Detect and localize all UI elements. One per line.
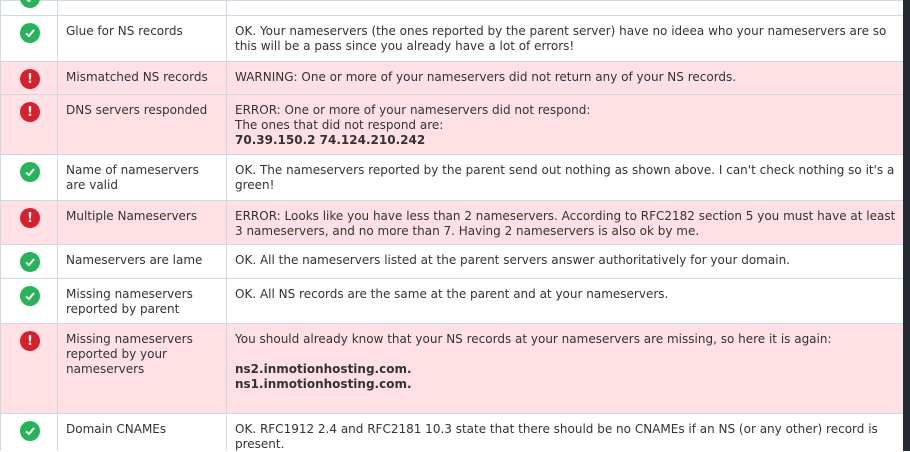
exclamation-icon: ! [20, 69, 40, 89]
table-row [1, 0, 904, 15]
check-icon [20, 0, 40, 8]
test-name [58, 1, 227, 15]
table-row [1, 413, 904, 451]
test-name: Mismatched NS records [58, 62, 227, 94]
status-cell [1, 16, 58, 61]
table-row [1, 61, 904, 94]
test-name: Multiple Nameservers [58, 201, 227, 244]
spacer [235, 347, 896, 362]
check-icon [20, 286, 40, 306]
check-icon [20, 252, 40, 272]
check-icon [20, 421, 40, 441]
check-icon [20, 162, 40, 182]
table-row [1, 94, 904, 154]
test-info [227, 155, 904, 200]
info-line: You should already know that your NS records at your nameservers are missing, so here it is again: [235, 332, 832, 346]
status-cell [1, 201, 58, 244]
info-line: The ones that did not respond are: [235, 118, 444, 132]
exclamation-icon: ! [20, 208, 40, 228]
test-name: DNS servers responded [58, 95, 227, 154]
test-name: Domain CNAMEs [58, 414, 227, 451]
test-info [227, 324, 904, 413]
status-cell [1, 62, 58, 94]
info-line: OK. Your nameservers (the ones reported by the parent server) have no ideea who your nameservers are so this will be a pass since you already have a lot of errors! [235, 24, 887, 53]
info-line: ERROR: Looks like you have less than 2 nameservers. According to RFC2182 section 5 you must have at least 3 nameservers, and no more than 7. Having 2 nameservers is also ok by me. [235, 209, 896, 238]
unresponsive-ips: 70.39.150.2 74.124.210.242 [235, 133, 426, 147]
info-line: WARNING: One or more of your nameservers did not return any of your NS records. [235, 70, 737, 84]
test-info [227, 16, 904, 61]
status-cell [1, 414, 58, 451]
info-line: OK. All NS records are the same at the parent and at your nameservers. [235, 287, 669, 301]
test-info [227, 279, 904, 323]
test-info [227, 62, 904, 94]
test-name: Nameservers are lame [58, 245, 227, 278]
window-edge [903, 0, 910, 451]
exclamation-icon: ! [20, 331, 40, 351]
table-row [1, 278, 904, 323]
status-cell [1, 155, 58, 200]
table-row [1, 200, 904, 244]
table-row [1, 15, 904, 61]
test-info [227, 245, 904, 278]
info-line: OK. RFC1912 2.4 and RFC2181 10.3 state that there should be no CNAMEs if an NS (or any other) record is present. [235, 422, 878, 451]
check-icon [20, 23, 40, 43]
info-line: OK. All the nameservers listed at the parent servers answer authoritatively for your domain. [235, 253, 790, 267]
test-name: Name of nameservers are valid [58, 155, 227, 200]
table-row [1, 323, 904, 413]
status-cell [1, 324, 58, 413]
status-cell [1, 95, 58, 154]
test-name: Missing nameservers reported by parent [58, 279, 227, 323]
test-info [227, 414, 904, 451]
info-line: OK. The nameservers reported by the parent send out nothing as shown above. I can't check nothing so it's a green! [235, 163, 895, 192]
info-line: ERROR: One or more of your nameservers did not respond: [235, 103, 591, 117]
status-cell [1, 1, 58, 15]
missing-ns-record: ns2.inmotionhosting.com. [235, 362, 412, 376]
table-row [1, 244, 904, 278]
test-name: Glue for NS records [58, 16, 227, 61]
test-info [227, 201, 904, 244]
test-name: Missing nameservers reported by your nameservers [58, 324, 227, 413]
status-cell [1, 279, 58, 323]
missing-ns-record: ns1.inmotionhosting.com. [235, 377, 412, 391]
status-cell [1, 245, 58, 278]
test-info [227, 1, 904, 15]
test-info [227, 95, 904, 154]
exclamation-icon: ! [20, 102, 40, 122]
table-row [1, 154, 904, 200]
